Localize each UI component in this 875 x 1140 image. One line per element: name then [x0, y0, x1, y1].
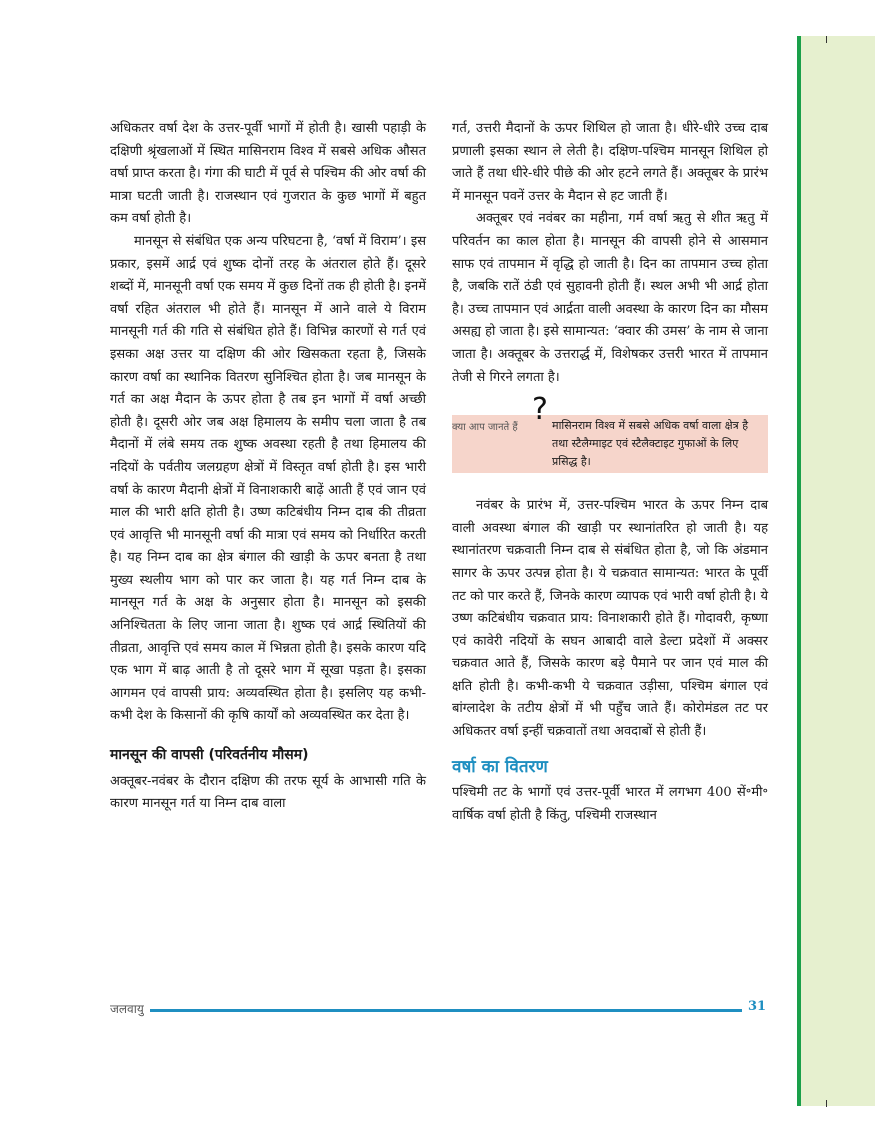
right-paragraph-3: नवंबर के प्रारंभ में, उत्तर-पश्चिम भारत के ऊपर निम्न दाब वाली अवस्था बंगाल की खाड़ी पर स्थानांतरित हो जाती है। यह स्थानांतरण चक्रवाती निम्न दाब से संबंधित होता है, जो कि अंडमान सागर के ऊपर उत्पन्न होता है। ये चक्रवात सामान्यत: भारत के पूर्वी तट को पार करते हैं, जिनके कारण व्यापक एवं भारी वर्षा होती है। ये उष्ण कटिबंधीय चक्रवात प्राय: विनाशकारी होते हैं। गोदावरी, कृष्णा एवं कावेरी नदियों के सघन आबादी वाले डेल्टा प्रदेशों में अक्सर चक्रवात आते हैं, जिसके कारण बड़े पैमाने पर जान एवं माल की क्षति होती है। कभी-कभी ये चक्रवात उड़ीसा, पश्चिम बंगाल एवं बांग्लादेश के तटीय क्षेत्रों में भी पहुँच जाते हैं। कोरोमंडल तट पर अधिकतर वर्षा इन्हीं चक्रवातों तथा अवदाबों से होती हैं।	[452, 498, 768, 740]
page-number: 31	[748, 999, 767, 1014]
crop-mark-bottom	[826, 1100, 827, 1107]
did-you-know-text: मासिनराम विश्व में सबसे अधिक वर्षा वाला क्षेत्र है तथा स्टैलैग्माइट एवं स्टैलैक्टाइट गुफाओं के लिए प्रसिद्ध है।	[552, 419, 749, 469]
right-paragraph-1: गर्त, उत्तरी मैदानों के ऊपर शिथिल हो जाता है। धीरे-धीरे उच्च दाब प्रणाली इसका स्थान ले लेती है। दक्षिण-पश्चिम मानसून शिथिल हो जाते हैं तथा धीरे-धीरे पीछे की ओर हटने लगते हैं। अक्तूबर के प्रारंभ में मानसून पवनें उत्तर के मैदान से हट जाती हैं।	[452, 121, 768, 204]
monsoon-withdrawal-heading: मानसून की वापसी (परिवर्तनीय मौसम)	[110, 747, 309, 764]
right-paragraph-4: पश्चिमी तट के भागों एवं उत्तर-पूर्वी भारत में लगभग 400 सें॰मी॰ वार्षिक वर्षा होती है किंतु, पश्चिमी राजस्थान	[452, 785, 768, 823]
question-mark-icon: ?	[532, 392, 548, 428]
footer-rule	[150, 1009, 742, 1012]
left-paragraph-2: मानसून से संबंधित एक अन्य परिघटना है, ‘वर्षा में विराम’। इस प्रकार, इसमें आर्द्र एवं शुष्क दोनों तरह के अंतराल होते हैं। दूसरे शब्दों में, मानसूनी वर्षा एक समय में कुछ दिनों तक ही होती है। इनमें वर्षा रहित अंतराल भी होते हैं। मानसून में आने वाले ये विराम मानसूनी गर्त की गति से संबंधित होते हैं। विभिन्न कारणों से गर्त एवं इसका अक्ष उत्तर या दक्षिण की ओर खिसकता रहता है, जिसके कारण वर्षा का स्थानिक वितरण सुनिश्चित होता है। जब मानसून के गर्त का अक्ष मैदान के ऊपर होता है तब इन भागों में वर्षा अच्छी होती है। दूसरी ओर जब अक्ष हिमालय के समीप चला जाता है तब मैदानों में लंबे समय तक शुष्क अवस्था रहती है तथा हिमालय की नदियों के पर्वतीय जलग्रहण क्षेत्रों में विस्तृत वर्षा होती है। इस भारी वर्षा के कारण मैदानी क्षेत्रों में विनाशकारी बाढ़ें आती हैं एवं जान एवं माल की भारी क्षति होती है। उष्ण कटिबंधीय निम्न दाब की तीव्रता एवं आवृत्ति भी मानसूनी वर्षा की मात्रा एवं समय को निर्धारित करती है। यह निम्न दाब का क्षेत्र बंगाल की खाड़ी के ऊपर बनता है तथा मुख्य स्थलीय भाग को पार कर जाता है। यह गर्त निम्न दाब के मानसून गर्त के अक्ष के अनुसार होता है। मानसून को इसकी अनिश्चितता के लिए जाना जाता है। शुष्क एवं आर्द्र स्थितियों की तीव्रता, आवृत्ति एवं समय काल में भिन्नता होती है। इसके कारण यदि एक भाग में बाढ़ आती है तो दूसरे भाग में सूखा पड़ता है। इसका आगमन एवं वापसी प्राय: अव्यवस्थित होता है। इसलिए यह कभी-कभी देश के किसानों की कृषि कार्यों को अव्यवस्थित कर देता है।	[110, 233, 426, 724]
rainfall-distribution-heading: वर्षा का वितरण	[452, 756, 548, 777]
right-paragraph-2: अक्तूबर एवं नवंबर का महीना, गर्म वर्षा ऋतु से शीत ऋतु में परिवर्तन का काल होता है। मानसून की वापसी होने से आसमान साफ एवं तापमान में वृद्धि हो जाती है। दिन का तापमान उच्च होता है, जबकि रातें ठंडी एवं सुहावनी होती हैं। स्थल अभी भी आर्द्र होता है। उच्च तापमान एवं आर्द्रता वाली अवस्था के कारण दिन का मौसम असह्य हो जाता है। इसे सामान्यत: ‘क्वार की उमस’ के नाम से जाना जाता है। अक्तूबर के उत्तरार्द्ध में, विशेषकर उत्तरी भारत में तापमान तेजी से गिरने लगता है।	[452, 211, 768, 385]
did-you-know-label: क्या आप जानते हैं	[452, 422, 518, 434]
crop-mark-top	[826, 36, 827, 43]
left-paragraph-3: अक्तूबर-नवंबर के दौरान दक्षिण की तरफ सूर्य के आभासी गति के कारण मानसून गर्त या निम्न दाब वाला	[110, 773, 426, 812]
side-margin-band	[800, 36, 875, 1106]
side-margin-line	[797, 36, 801, 1106]
right-column	[452, 118, 768, 827]
left-paragraph-1: अधिकतर वर्षा देश के उत्तर-पूर्वी भागों में होती है। खासी पहाड़ी के दक्षिणी श्रृंखलाओं में स्थित मासिनराम विश्व में सबसे अधिक औसत वर्षा प्राप्त करता है। गंगा की घाटी में पूर्व से पश्चिम की ओर वर्षा की मात्रा घटती जाती है। राजस्थान एवं गुजरात के कुछ भागों में बहुत कम वर्षा होती है।	[110, 121, 426, 227]
footer-chapter-name: जलवायु	[110, 1002, 144, 1016]
left-column	[110, 118, 426, 816]
did-you-know-box	[452, 392, 768, 469]
